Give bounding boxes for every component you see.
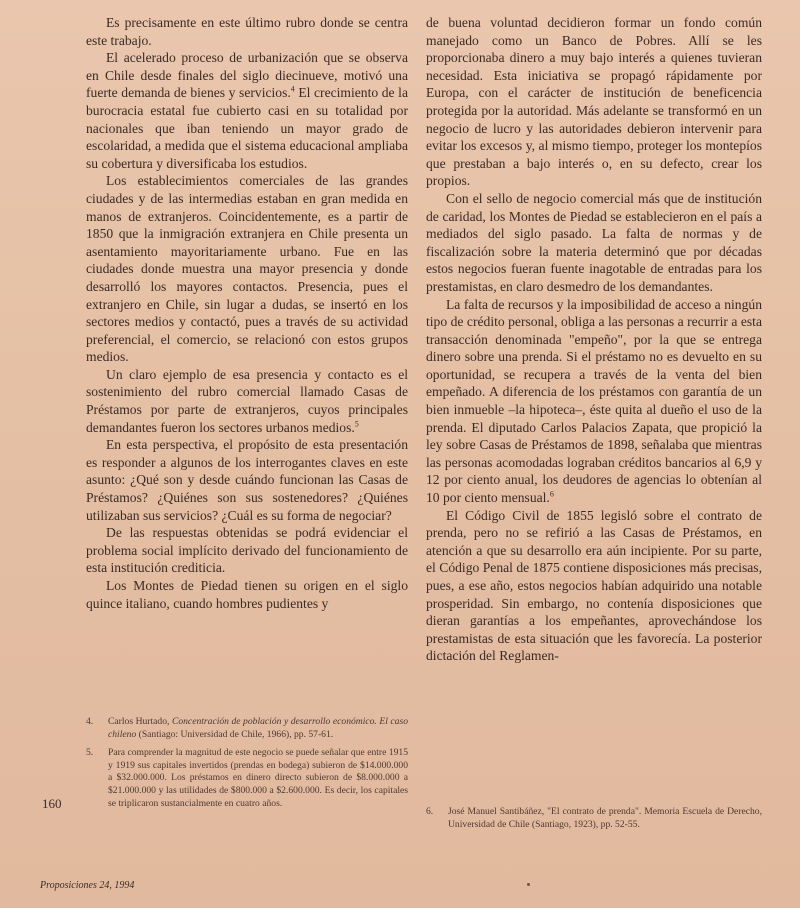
paragraph: de buena voluntad decidieron formar un fondo común manejado como un Banco de Pobres. Allí se les proporcionaba dinero a muy bajo interés a quienes tuvieran necesidad. Esta iniciativa se propagó rápidamente por Europa, con el carácter de institución de beneficencia protegida por la autoridad. Más adelante se transformó en un negocio de lucro y las autoridades debieron intervenir para evitar los excesos y, al mismo tiempo, proteger los montepíos que prestaban a bajo interés o, en su defecto, crear los propios.	[426, 15, 762, 189]
footnote-title: Concentración de población y desarrollo económico. El caso chileno	[108, 716, 408, 740]
right-column	[426, 14, 762, 665]
footnote-title: "El contrato de prenda"	[547, 806, 639, 817]
paragraph-text: Un claro ejemplo de esa presencia y contacto es el sostenimiento del rubro comercial llamado Casas de Préstamos por parte de extranjeros, cuyos principales demandantes fueron los sectores urbanos medios.	[86, 366, 408, 435]
footnote	[86, 716, 408, 741]
footnote-text: . Memoria Escuela de Derecho, Universidad de Chile (Santiago, 1923), pp. 52-55.	[448, 806, 762, 830]
paragraph: En esta perspectiva, el propósito de esta presentación es responder a algunos de los interrogantes claves en este asunto: ¿Qué son y desde cuándo funcionan las Casas de Préstamos? ¿Quiénes son sus sostenedores? ¿Quiénes utilizaban sus servicios? ¿Cuál es su forma de negociar?	[86, 437, 408, 523]
footnote-text: Para comprender la magnitud de este negocio se puede señalar que entre 1915 y 1919 sus capitales invertidos (prendas en bodega) subieron de $14.000.000 a $32.000.000. Los préstamos en dinero directo subieron de $8.000.000 a $21.000.000 y las utilidades de $800.000 a $2.600.000. Es decir, los capitales se triplicaron sustancialmente en cuatro años.	[108, 747, 408, 809]
paragraph	[426, 296, 762, 507]
paragraph: Los establecimientos comerciales de las grandes ciudades y de las intermedias estaban en gran medida en manos de extranjeros. Coincidentemente, es a partir de 1850 que la inmigración extranjera en Chile presenta un asentamiento mayoritariamente urbano. Fue en las ciudades donde muestra una mayor presencia y donde desarrolló los mayores contactos. Presencia, pues el extranjero en Chile, sin lugar a dudas, se insertó en los sectores medios y contactó, pues a través de su actividad preferencial, el comercio, se relacionó con estos grupos medios.	[86, 173, 408, 365]
paragraph-text: El acelerado proceso de urbanización que se observa en Chile desde finales del siglo diecinueve, motivó una fuerte demanda de bienes y servicios.	[86, 50, 408, 101]
footnote	[86, 747, 408, 810]
paragraph: El Código Civil de 1855 legisló sobre el contrato de prenda, pero no se refirió a las Casas de Préstamos, en atención a que su desarrollo era aún incipiente. Por su parte, el Código Penal de 1875 contiene disposiciones más precisas, pues, a ese año, estos negocios habían adquirido una notable prosperidad. Sin embargo, no contenía disposiciones que dieran garantías a los empeñantes, aprovechándose los prestamistas de esta situación que les favorecía. La posterior dictación del Reglamen-	[426, 507, 762, 664]
footnotes-right	[426, 806, 762, 837]
page-number: 160	[42, 796, 62, 811]
paragraph	[86, 366, 408, 436]
footnotes-left	[86, 716, 408, 816]
footnote-ref: 4	[290, 84, 295, 94]
footnote-author: José Manuel Santibáñez,	[448, 806, 548, 817]
journal-footer: Proposiciones 24, 1994	[40, 880, 135, 891]
left-column	[86, 14, 408, 612]
paragraph-text: La falta de recursos y la imposibilidad de acceso a ningún tipo de crédito personal, obliga a las personas a recurrir a esta transacción denominada "empeño", por la que se entrega dinero sobre una prenda. Si el préstamo no es devuelto en su oportunidad, se recupera a través de la venta del bien empeñado. A diferencia de los préstamos con garantía de un bien inmueble –la hipoteca–, éste quita al dueño el uso de la prenda. El diputado Carlos Palacios Zapata, que propició la ley sobre Casas de Préstamos de 1898, señalaba que mientras las personas acomodadas lograban créditos bancarios al 6,9 y 12 por ciento anual, los deudores de agencias lo obtenían al 10 por ciento mensual.	[426, 296, 762, 506]
paragraph: Con el sello de negocio comercial más que de institución de caridad, los Montes de Piedad se establecieron en el país a mediados del siglo pasado. La falta de normas y de fiscalización sobre la materia determinó que por décadas estos negocios fueran fuente inagotable de entradas para los prestamistas, en claro desmedro de los demandantes.	[426, 190, 762, 294]
paragraph: De las respuestas obtenidas se podrá evidenciar el problema social implícito derivado del funcionamiento de esta institución crediticia.	[86, 525, 408, 576]
paragraph-text: El crecimiento de la burocracia estatal fue cubierto casi en su totalidad por nacionales que iban teniendo un mayor grado de escolaridad, a medida que el sistema educacional ampliaba su cobertura y diversificaba los estudios.	[86, 85, 408, 171]
footnote-number: 6.	[426, 806, 434, 817]
paragraph: Es precisamente en este último rubro donde se centra este trabajo.	[86, 15, 408, 48]
footnote-number: 4.	[86, 716, 94, 727]
footnote-text: (Santiago: Universidad de Chile, 1966), pp. 57-61.	[136, 728, 334, 740]
footnote-ref: 6	[549, 489, 554, 499]
paragraph: Los Montes de Piedad tienen su origen en el siglo quince italiano, cuando hombres pudientes y	[86, 578, 408, 611]
footnote-author: Carlos Hurtado,	[108, 716, 172, 727]
page-mark	[527, 883, 530, 886]
footnote-ref: 5	[354, 419, 359, 429]
footnote-number: 5.	[86, 747, 94, 759]
footnote	[426, 806, 762, 831]
paragraph	[86, 49, 408, 172]
